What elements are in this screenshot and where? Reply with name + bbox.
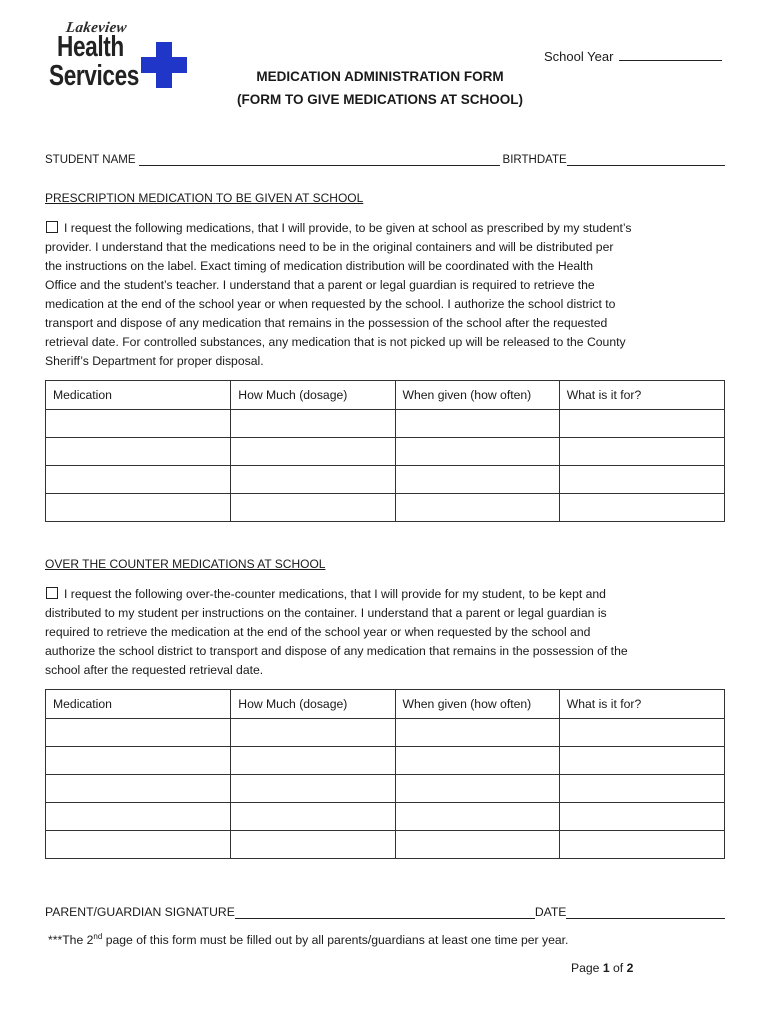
otc-medication-table <box>45 689 725 859</box>
table-row <box>46 747 725 775</box>
form-subtitle: (FORM TO GIVE MEDICATIONS AT SCHOOL) <box>237 92 523 107</box>
otc-line: I request the following over-the-counter medications, that I will provide for my student, to be kept and <box>45 585 728 604</box>
logo-health-text: Health <box>57 31 124 63</box>
column-header-medication: Medication <box>46 690 231 719</box>
school-year-line[interactable] <box>619 48 722 61</box>
table-cell[interactable] <box>231 438 395 466</box>
logo-services-text: Services <box>49 60 139 92</box>
table-cell[interactable] <box>559 775 724 803</box>
table-cell[interactable] <box>231 831 395 859</box>
prescription-line: medication at the end of the school year or when requested by the school. I authorize the school district to <box>45 297 616 311</box>
table-cell[interactable] <box>231 410 395 438</box>
student-name-line[interactable] <box>139 155 500 166</box>
prescription-line: I request the following medications, that I will provide, to be given at school as prescribed by my student’s <box>45 219 728 238</box>
column-header-dosage: How Much (dosage) <box>231 381 395 410</box>
column-header-medication: Medication <box>46 381 231 410</box>
table-cell[interactable] <box>46 719 231 747</box>
table-row <box>46 494 725 522</box>
table-cell[interactable] <box>231 494 395 522</box>
table-cell[interactable] <box>395 803 559 831</box>
table-cell[interactable] <box>395 775 559 803</box>
otc-line: required to retrieve the medication at the end of the school year or when requested by the school and <box>45 625 591 639</box>
column-header-frequency: When given (how often) <box>395 690 559 719</box>
table-cell[interactable] <box>46 438 231 466</box>
signature-label: PARENT/GUARDIAN SIGNATURE <box>45 905 235 919</box>
table-cell[interactable] <box>559 719 724 747</box>
table-cell[interactable] <box>559 831 724 859</box>
table-cell[interactable] <box>231 747 395 775</box>
table-cell[interactable] <box>231 803 395 831</box>
prescription-checkbox[interactable] <box>46 221 58 233</box>
table-cell[interactable] <box>46 803 231 831</box>
table-cell[interactable] <box>559 466 724 494</box>
table-header-row <box>46 381 725 410</box>
column-header-purpose: What is it for? <box>559 690 724 719</box>
otc-heading: OVER THE COUNTER MEDICATIONS AT SCHOOL <box>45 557 326 571</box>
table-cell[interactable] <box>559 803 724 831</box>
date-label: DATE <box>534 905 567 919</box>
table-cell[interactable] <box>231 466 395 494</box>
table-cell[interactable] <box>395 466 559 494</box>
prescription-line: transport and dispose of any medication that remains in the possession of the school after the requested <box>45 316 608 330</box>
table-cell[interactable] <box>46 410 231 438</box>
table-cell[interactable] <box>395 438 559 466</box>
column-header-dosage: How Much (dosage) <box>231 690 395 719</box>
prescription-paragraph <box>45 219 728 371</box>
table-row <box>46 438 725 466</box>
birthdate-line[interactable] <box>567 155 725 166</box>
table-row <box>46 466 725 494</box>
student-name-label: STUDENT NAME <box>45 154 136 166</box>
table-row <box>46 803 725 831</box>
table-cell[interactable] <box>231 775 395 803</box>
table-cell[interactable] <box>395 410 559 438</box>
second-page-note: ***The 2nd page of this form must be filled out by all parents/guardians at least one time per year. <box>48 932 569 948</box>
table-cell[interactable] <box>395 747 559 775</box>
table-row <box>46 775 725 803</box>
prescription-line: provider. I understand that the medications need to be in the original containers and will be distributed per <box>45 240 614 254</box>
otc-line: distributed to my student per instructions on the container. I understand that a parent or legal guardian is <box>45 606 607 620</box>
table-cell[interactable] <box>46 466 231 494</box>
table-cell[interactable] <box>46 494 231 522</box>
signature-line[interactable] <box>235 908 535 919</box>
table-cell[interactable] <box>46 831 231 859</box>
form-title: MEDICATION ADMINISTRATION FORM <box>256 69 504 84</box>
table-cell[interactable] <box>46 747 231 775</box>
table-cell[interactable] <box>395 719 559 747</box>
student-info-row <box>45 154 725 166</box>
column-header-purpose: What is it for? <box>559 381 724 410</box>
date-line[interactable] <box>566 908 725 919</box>
prescription-line: the instructions on the label. Exact timing of medication distribution will be coordinated with the Health <box>45 259 594 273</box>
signature-row <box>45 905 725 919</box>
table-cell[interactable] <box>559 410 724 438</box>
table-cell[interactable] <box>231 719 395 747</box>
otc-line: authorize the school district to transport and dispose of any medication that remains in the possession of the <box>45 644 628 658</box>
logo-lakeview-text: Lakeview <box>64 20 128 36</box>
otc-checkbox[interactable] <box>46 587 58 599</box>
prescription-medication-table <box>45 380 725 522</box>
column-header-frequency: When given (how often) <box>395 381 559 410</box>
birthdate-label: BIRTHDATE <box>502 154 567 166</box>
prescription-heading: PRESCRIPTION MEDICATION TO BE GIVEN AT SCHOOL <box>45 191 364 205</box>
school-year-label: School Year <box>544 49 614 64</box>
prescription-line: Office and the student’s teacher. I understand that a parent or legal guardian is required to retrieve the <box>45 278 595 292</box>
table-cell[interactable] <box>395 831 559 859</box>
prescription-line: retrieval date. For controlled substances, any medication that is not picked up will be released to the County <box>45 335 626 349</box>
page-number: Page 1 of 2 <box>571 961 634 975</box>
table-header-row <box>46 690 725 719</box>
table-row <box>46 719 725 747</box>
table-cell[interactable] <box>559 438 724 466</box>
school-year-field[interactable] <box>544 48 722 64</box>
table-cell[interactable] <box>46 775 231 803</box>
prescription-line: Sheriff’s Department for proper disposal. <box>45 354 264 368</box>
table-row <box>46 831 725 859</box>
otc-paragraph <box>45 585 728 680</box>
table-cell[interactable] <box>395 494 559 522</box>
otc-line: school after the requested retrieval date. <box>45 663 264 677</box>
table-cell[interactable] <box>559 747 724 775</box>
table-row <box>46 410 725 438</box>
table-cell[interactable] <box>559 494 724 522</box>
